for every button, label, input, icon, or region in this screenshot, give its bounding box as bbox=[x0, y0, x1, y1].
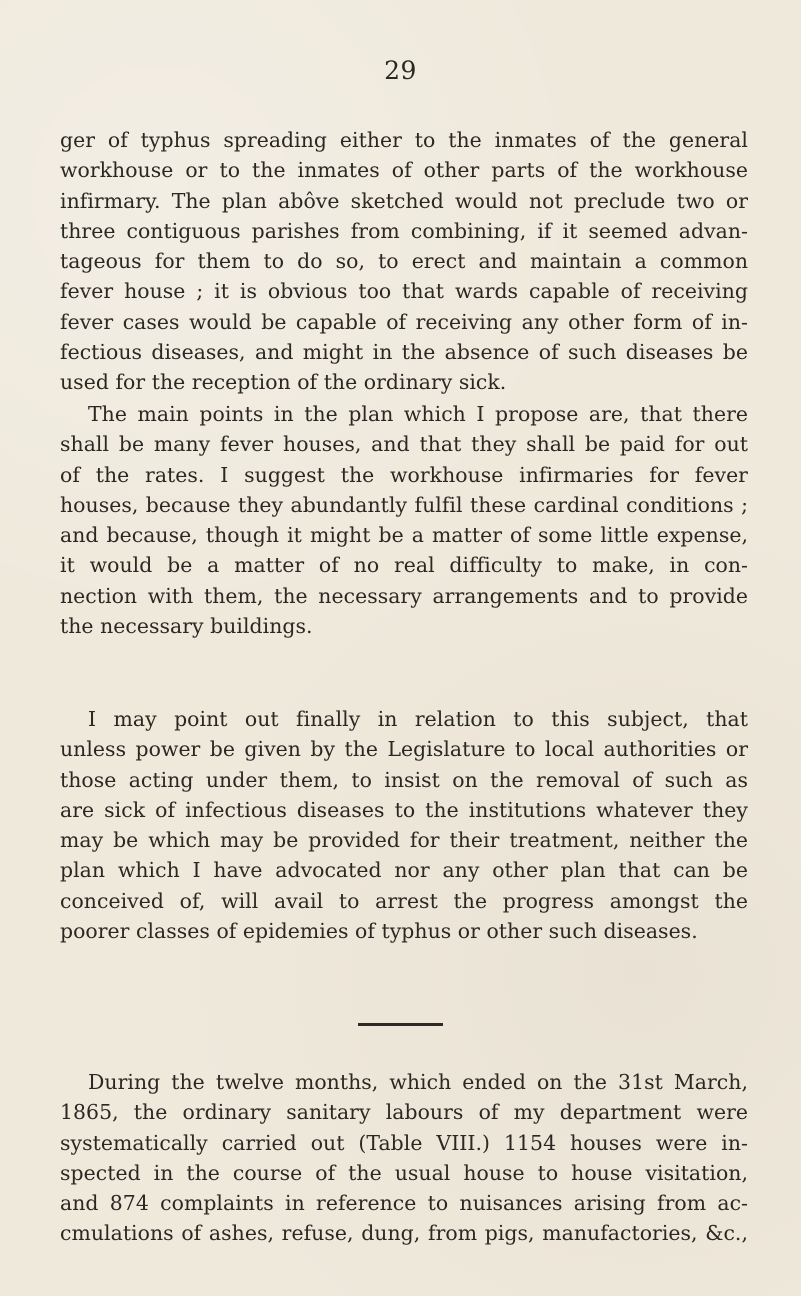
text-line: three contiguous parishes from combining, if it seemed advan- bbox=[60, 218, 748, 243]
paragraph-fever-house-plan bbox=[60, 125, 748, 398]
text-line: it would be a matter of no real difficulty to make, in con- bbox=[60, 553, 748, 578]
text-line: infirmary. The plan abôve sketched would not preclude two or bbox=[60, 188, 748, 213]
text-line: shall be many fever houses, and that they shall be paid for out bbox=[60, 432, 748, 457]
text-line: poorer classes of epidemies of typhus or other such diseases. bbox=[60, 919, 698, 944]
text-line: of the rates. I suggest the workhouse infirmaries for fever bbox=[60, 462, 748, 487]
text-line: The main points in the plan which I propose are, that there bbox=[88, 402, 748, 426]
paragraph-legislation bbox=[60, 704, 748, 946]
text-line: the necessary buildings. bbox=[60, 614, 313, 639]
paragraph-main-points bbox=[60, 399, 748, 641]
text-line: and because, though it might be a matter of some little expense, bbox=[60, 523, 748, 548]
text-line: fectious diseases, and might in the absence of such diseases be bbox=[60, 340, 748, 365]
text-line: nection with them, the necessary arrangements and to provide bbox=[60, 583, 748, 608]
text-line: fever house ; it is obvious too that wards capable of receiving bbox=[60, 279, 748, 304]
text-line: plan which I have advocated nor any other plan that can be bbox=[60, 858, 748, 883]
text-line: those acting under them, to insist on the removal of such as bbox=[60, 767, 748, 792]
text-line: ger of typhus spreading either to the inmates of the general bbox=[60, 128, 748, 152]
text-line: unless power be given by the Legislature to local authorities or bbox=[60, 737, 748, 762]
text-line: may be which may be provided for their treatment, neither the bbox=[60, 828, 748, 853]
text-line: tageous for them to do so, to erect and maintain a common bbox=[60, 249, 748, 274]
section-divider bbox=[358, 1023, 443, 1026]
text-line: I may point out finally in relation to this subject, that bbox=[88, 707, 748, 731]
text-line: and 874 complaints in reference to nuisances arising from ac- bbox=[60, 1191, 748, 1216]
text-line: conceived of, will avail to arrest the progress amongst the bbox=[60, 888, 748, 913]
page-number: 29 bbox=[384, 56, 417, 85]
text-line: cmulations of ashes, refuse, dung, from pigs, manufactories, &c., bbox=[60, 1221, 748, 1246]
paragraph-sanitary-labours bbox=[60, 1067, 748, 1249]
text-line: houses, because they abundantly fulfil these cardinal conditions ; bbox=[60, 492, 748, 517]
text-line: are sick of infectious diseases to the institutions whatever they bbox=[60, 797, 748, 822]
text-line: During the twelve months, which ended on the 31st March, bbox=[88, 1070, 748, 1094]
text-line: 1865, the ordinary sanitary labours of my department were bbox=[60, 1100, 748, 1125]
text-line: used for the reception of the ordinary sick. bbox=[60, 370, 507, 395]
text-line: workhouse or to the inmates of other parts of the workhouse bbox=[60, 158, 748, 183]
text-line: fever cases would be capable of receiving any other form of in- bbox=[60, 309, 748, 334]
text-line: spected in the course of the usual house to house visitation, bbox=[60, 1160, 748, 1185]
text-line: systematically carried out (Table VIII.) 1154 houses were in- bbox=[60, 1130, 748, 1155]
